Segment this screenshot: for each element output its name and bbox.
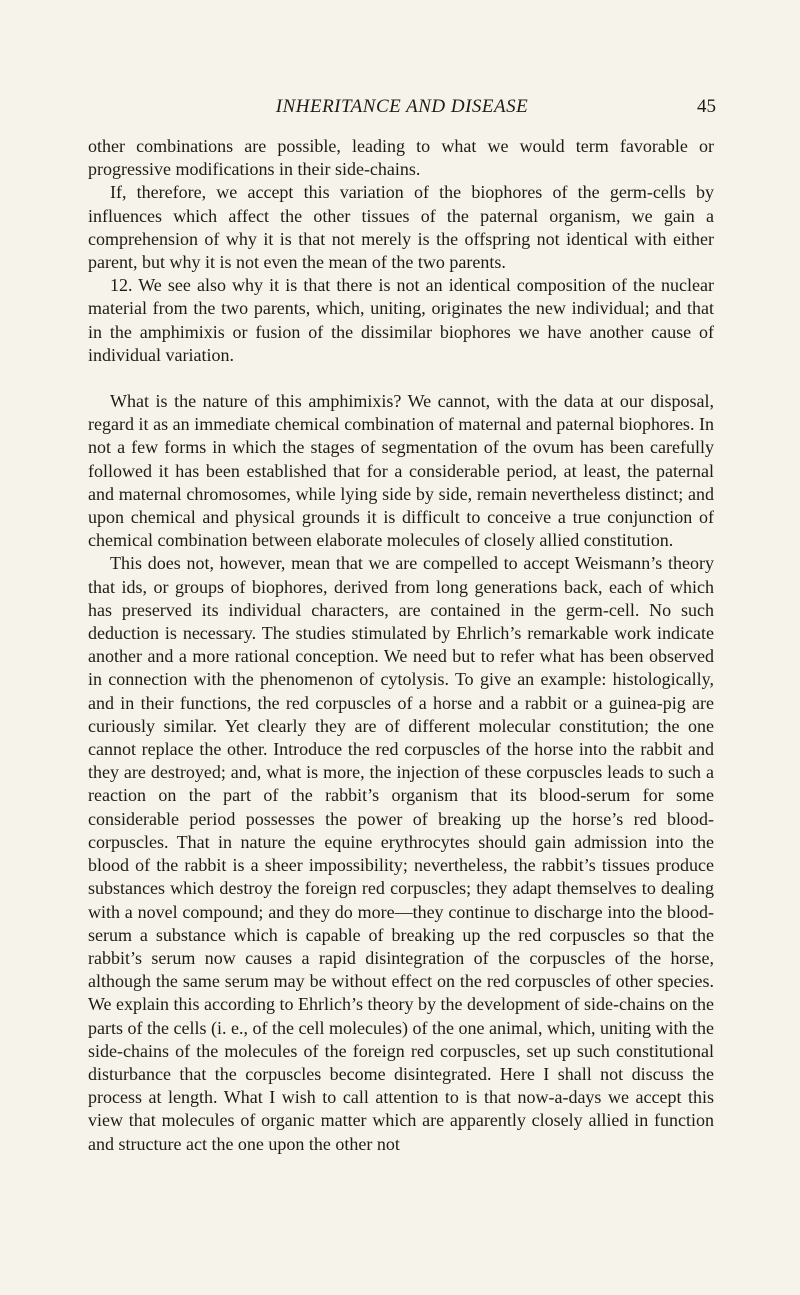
paragraph: 12. We see also why it is that there is not an identical composition of the nuclear material from the two parents, which, uniting, originates the new individual; and that in the amphimixis or fusion of the dissimilar biophores we have another cause of individual variation.: [88, 275, 714, 365]
paragraph: What is the nature of this amphimixis? We cannot, with the data at our disposal, regard it as an immediate chemical combination of maternal and paternal biophores. In not a few forms in which the stages of segmentation of the ovum has been carefully followed it has been established that for a considerable period, at least, the paternal and maternal chromosomes, while lying side by side, remain nevertheless distinct; and upon chemical and physical grounds it is difficult to conceive a true conjunction of chemical combination between elaborate molecules of closely allied constitution.: [88, 391, 714, 551]
page-number: 45: [697, 96, 716, 117]
running-title: INHERITANCE AND DISEASE: [275, 96, 529, 117]
paragraph-continuation: other combinations are possible, leading to what we would term favorable or progressive modifications in their side-chains.: [88, 136, 714, 180]
running-head: [88, 96, 716, 124]
body-text: [88, 135, 714, 1156]
paragraph: If, therefore, we accept this variation of the biophores of the germ-cells by influences which affect the other tissues of the paternal organism, we gain a comprehension of why it is that not merely is the offspring not identical with either parent, but why it is not even the mean of the two parents.: [88, 182, 714, 273]
paragraph: This does not, however, mean that we are compelled to accept Weismann’s theory that ids, or groups of biophores, derived from long generations back, each of which has preserved its individual characters, are contained in the germ-cell. No such deduction is necessary. The studies stimulated by Ehrlich’s remarkable work indicate another and a more rational conception. We need but to refer what has been observed in connection with the phenomenon of cytolysis. To give an example: histologically, and in their functions, the red corpuscles of a horse and a rabbit or a guinea-pig are curiously similar. Yet clearly they are of different molecular constitution; the one cannot replace the other. Introduce the red corpuscles of the horse into the rabbit and they are destroyed; and, what is more, the injection of these corpuscles leads to such a reaction on the part of the rabbit’s organism that its blood-serum for some considerable period possesses the power of breaking up the horse’s red blood-corpuscles. That in nature the equine erythrocytes should gain admission into the blood of the rabbit is a sheer impossibility; nevertheless, the rabbit’s tissues produce substances which destroy the foreign red corpuscles; they adapt themselves to dealing with a novel compound; and they do more—they continue to discharge into the blood-serum a substance which is capable of breaking up the red corpuscles so that the rabbit’s serum now causes a rapid disintegration of the corpuscles of the horse, although the same serum may be without effect on the red corpuscles of other species. We explain this according to Ehrlich’s theory by the development of side-chains on the parts of the cells (i. e., of the cell molecules) of the one animal, which, uniting with the side-chains of the molecules of the foreign red corpuscles, set up such constitutional disturbance that the corpuscles become disintegrated. Here I shall not discuss the process at length. What I wish to call attention to is that now-a-days we accept this view that molecules of organic matter which are apparently closely allied in function and structure act the one upon the other not: [88, 553, 714, 1154]
